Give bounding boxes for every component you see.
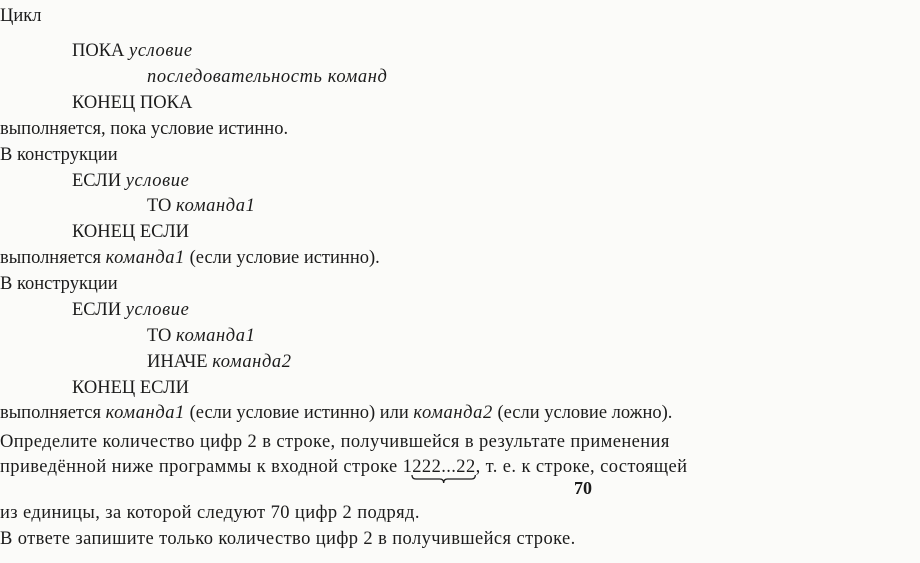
if-heading-text: В конструкции — [0, 145, 118, 165]
keyword-end-if: КОНЕЦ ЕСЛИ — [72, 222, 189, 242]
if-else-heading — [0, 273, 118, 295]
keyword-end-if: КОНЕЦ ЕСЛИ — [72, 378, 189, 398]
then-line — [147, 195, 255, 217]
if-description — [0, 247, 380, 269]
task-paragraph-line2 — [0, 456, 687, 478]
if-else-description-command2: команда2 — [413, 403, 493, 423]
task-paragraph-line4 — [0, 528, 576, 550]
if-heading — [0, 144, 118, 166]
keyword-if: ЕСЛИ — [72, 171, 122, 191]
then-command-2: команда1 — [176, 326, 256, 346]
if-description-text: выполняется — [0, 248, 101, 268]
keyword-else: ИНАЧЕ — [147, 352, 208, 372]
while-line — [72, 40, 193, 62]
underbrace-count — [574, 478, 592, 499]
if-description-tail: (если условие истинно). — [189, 248, 380, 268]
if-else-description-middle: (если условие истинно) или — [189, 403, 409, 423]
if-else-condition: условие — [125, 300, 190, 320]
if-else-heading-text: В конструкции — [0, 274, 118, 294]
end-if-line — [72, 221, 189, 243]
loop-description — [0, 118, 288, 140]
task-paragraph-line1 — [0, 431, 670, 453]
end-if-line-2 — [72, 377, 189, 399]
task-text-2b: , т. е. к строке, состоящей — [475, 457, 688, 477]
else-command: команда2 — [212, 352, 292, 372]
loop-heading-text: Цикл — [0, 6, 42, 26]
task-text-2a: приведённой ниже программы к входной строке 1 — [0, 457, 413, 477]
underbrace-count-text: 70 — [574, 478, 592, 498]
keyword-while: ПОКА — [72, 41, 125, 61]
while-condition: условие — [129, 41, 193, 61]
if-else-line — [72, 299, 189, 321]
keyword-then: ТО — [147, 196, 172, 216]
keyword-end-while: КОНЕЦ ПОКА — [72, 93, 193, 113]
if-description-command: команда1 — [105, 248, 185, 268]
if-condition: условие — [125, 171, 190, 191]
task-paragraph-line3 — [0, 502, 420, 524]
keyword-then: ТО — [147, 326, 172, 346]
loop-body-line — [147, 66, 387, 88]
underbraced-digits — [412, 456, 475, 478]
task-text-4: В ответе запишите только количество цифр 2 в получившейся строке. — [0, 529, 576, 549]
then-command: команда1 — [176, 196, 256, 216]
loop-heading — [0, 5, 41, 27]
underbraced-digits-text: 222...22 — [412, 457, 476, 477]
then-line-2 — [147, 325, 255, 347]
keyword-if: ЕСЛИ — [72, 300, 122, 320]
task-text-1: Определите количество цифр 2 в строке, получившейся в результате применения — [0, 432, 670, 452]
if-else-description-command1: команда1 — [105, 403, 185, 423]
if-else-description-tail: (если условие ложно). — [497, 403, 673, 423]
end-while-line — [72, 92, 192, 114]
if-else-description — [0, 402, 672, 424]
task-text-3: из единицы, за которой следуют 70 цифр 2 подряд. — [0, 503, 420, 523]
underbrace-icon — [412, 475, 475, 483]
if-line — [72, 170, 189, 192]
if-else-description-text: выполняется — [0, 403, 101, 423]
else-line — [147, 351, 292, 373]
loop-body-text: последовательность команд — [147, 67, 388, 87]
loop-description-text: выполняется, пока условие истинно. — [0, 119, 289, 139]
